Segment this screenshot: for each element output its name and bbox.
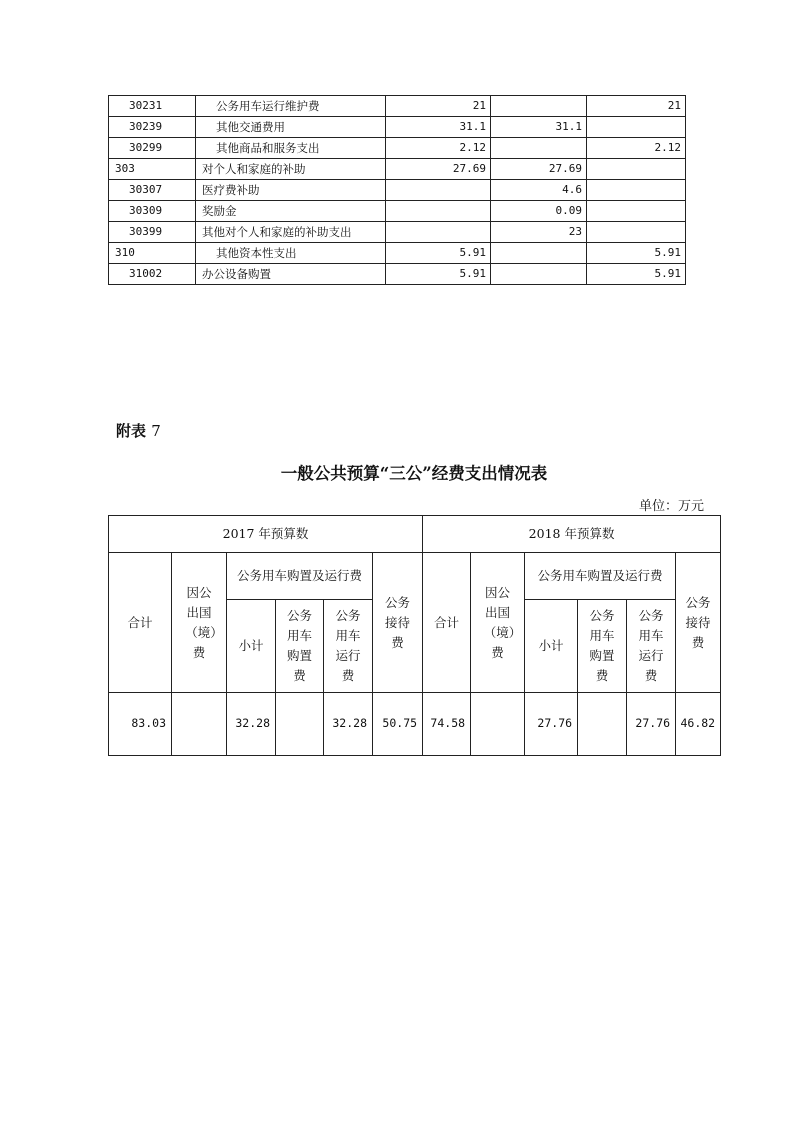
header-subtotal-2017: 小计 [227, 600, 276, 693]
row-value-1: 5.91 [386, 243, 491, 264]
row-code: 30399 [109, 222, 196, 243]
value-subtotal-2017: 32.28 [227, 693, 276, 756]
table-row [109, 222, 686, 243]
header-car-purchase-2017 [276, 600, 324, 693]
row-value-3: 5.91 [587, 243, 686, 264]
value-reception-2018: 46.82 [676, 693, 721, 756]
header-car-purchase-2018-text: 公务用车购置费 [589, 608, 615, 683]
header-reception-2017 [373, 553, 423, 693]
header-car-operation-2018 [627, 600, 676, 693]
header-2018: 2018 年预算数 [423, 516, 721, 553]
row-value-3: 5.91 [587, 264, 686, 285]
header-car-2018: 公务用车购置及运行费 [525, 553, 676, 600]
row-value-1: 5.91 [386, 264, 491, 285]
row-value-3: 21 [587, 96, 686, 117]
value-total-2017: 83.03 [109, 693, 172, 756]
header-car-operation-2017-text: 公务用车运行费 [335, 608, 361, 683]
row-code: 30307 [109, 180, 196, 201]
header-abroad-2017 [172, 553, 227, 693]
value-abroad-2018 [471, 693, 525, 756]
row-value-2: 31.1 [491, 117, 587, 138]
value-car-purchase-2018 [578, 693, 627, 756]
row-value-2 [491, 243, 587, 264]
header-car-purchase-2017-text: 公务用车购置费 [286, 608, 312, 683]
appendix-label [116, 420, 161, 441]
row-value-1: 27.69 [386, 159, 491, 180]
row-value-3 [587, 180, 686, 201]
table-row [109, 159, 686, 180]
table-row [109, 180, 686, 201]
row-name: 对个人和家庭的补助 [196, 159, 386, 180]
header-subtotal-2018: 小计 [525, 600, 578, 693]
value-car-operation-2018: 27.76 [627, 693, 676, 756]
row-value-3 [587, 117, 686, 138]
header-car-operation-2017 [324, 600, 373, 693]
header-car-purchase-2018 [578, 600, 627, 693]
row-value-2: 0.09 [491, 201, 587, 222]
header-car-operation-2018-text: 公务用车运行费 [638, 608, 664, 683]
value-reception-2017: 50.75 [373, 693, 423, 756]
row-name: 医疗费补助 [196, 180, 386, 201]
header-2017: 2017 年预算数 [109, 516, 423, 553]
table-row [109, 96, 686, 117]
row-code: 30231 [109, 96, 196, 117]
row-name: 公务用车运行维护费 [196, 96, 386, 117]
row-value-1: 31.1 [386, 117, 491, 138]
row-value-3 [587, 222, 686, 243]
table-title: 一般公共预算“三公”经费支出情况表 [280, 464, 548, 483]
row-value-2 [491, 138, 587, 159]
row-value-2: 27.69 [491, 159, 587, 180]
header-total-2018: 合计 [423, 553, 471, 693]
row-value-1 [386, 201, 491, 222]
row-code: 303 [109, 159, 196, 180]
row-code: 31002 [109, 264, 196, 285]
value-total-2018: 74.58 [423, 693, 471, 756]
row-code: 30239 [109, 117, 196, 138]
row-name: 其他对个人和家庭的补助支出 [196, 222, 386, 243]
header-reception-2018 [676, 553, 721, 693]
row-value-2 [491, 264, 587, 285]
row-value-2: 4.6 [491, 180, 587, 201]
row-value-3: 2.12 [587, 138, 686, 159]
header-reception-2017-text: 公务接待费 [385, 594, 411, 650]
row-value-3 [587, 201, 686, 222]
row-value-3 [587, 159, 686, 180]
value-abroad-2017 [172, 693, 227, 756]
row-name: 其他交通费用 [196, 117, 386, 138]
row-name: 其他资本性支出 [196, 243, 386, 264]
value-subtotal-2018: 27.76 [525, 693, 578, 756]
header-abroad-2018-text: 因公出国（境）费 [483, 584, 522, 660]
header-abroad-2017-text: 因公出国（境）费 [185, 584, 223, 660]
table-row [109, 117, 686, 138]
row-value-1 [386, 222, 491, 243]
row-name: 办公设备购置 [196, 264, 386, 285]
value-car-operation-2017: 32.28 [324, 693, 373, 756]
row-name: 其他商品和服务支出 [196, 138, 386, 159]
row-value-1: 21 [386, 96, 491, 117]
row-code: 30299 [109, 138, 196, 159]
row-value-1 [386, 180, 491, 201]
table-row [109, 201, 686, 222]
table-row [109, 243, 686, 264]
appendix-label-text: 附表 [116, 422, 147, 440]
table-row [109, 138, 686, 159]
row-code: 30309 [109, 201, 196, 222]
header-reception-2018-text: 公务接待费 [685, 594, 711, 650]
three-public-expenses-table [108, 515, 721, 756]
row-value-1: 2.12 [386, 138, 491, 159]
value-car-purchase-2017 [276, 693, 324, 756]
header-abroad-2018 [471, 553, 525, 693]
table-row [109, 264, 686, 285]
unit-label: 单位：万元 [638, 499, 704, 514]
header-car-2017: 公务用车购置及运行费 [227, 553, 373, 600]
header-total-2017: 合计 [109, 553, 172, 693]
row-value-2: 23 [491, 222, 587, 243]
row-name: 奖励金 [196, 201, 386, 222]
row-value-2 [491, 96, 587, 117]
appendix-number: 7 [151, 422, 161, 440]
row-code: 310 [109, 243, 196, 264]
expenditure-detail-table [108, 95, 686, 285]
